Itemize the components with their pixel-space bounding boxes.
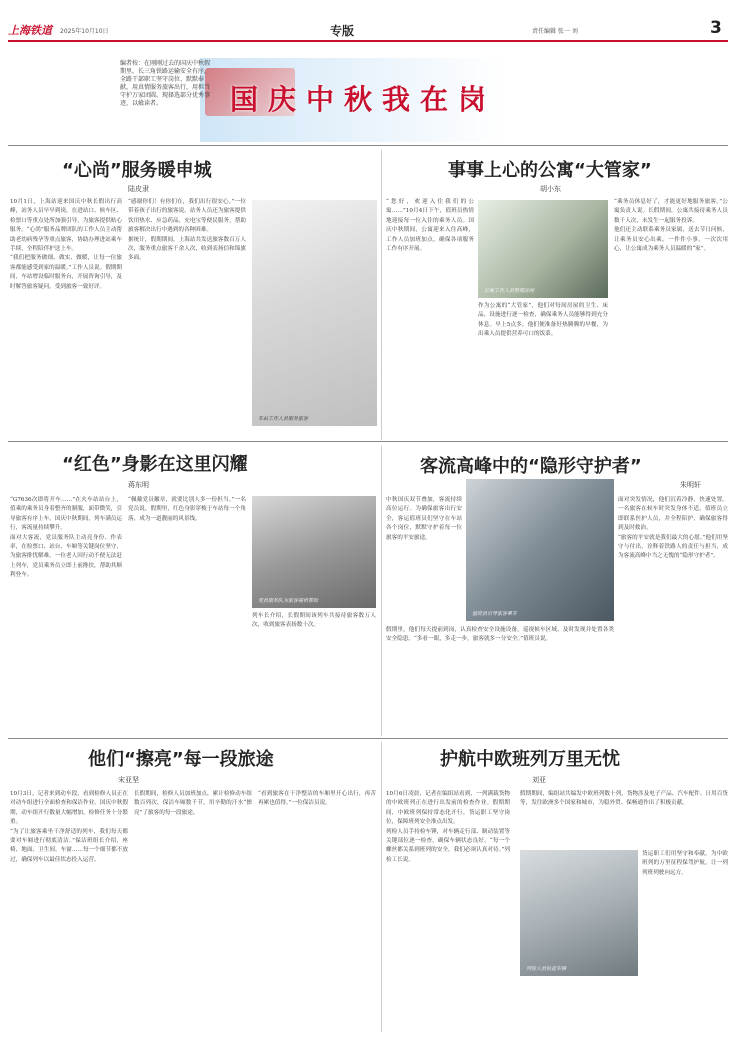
masthead xyxy=(0,0,735,44)
article-2-photo xyxy=(478,200,608,298)
article-6-col-1 xyxy=(386,790,510,1030)
article-5-col-2 xyxy=(134,790,252,1030)
article-4-byline: 朱明轩 xyxy=(680,481,701,489)
article-3-col-3 xyxy=(252,612,376,726)
article-5-col-1 xyxy=(10,790,128,1030)
article-6-title: 护航中欧班列万里无忧 xyxy=(440,749,620,770)
article-2-p3: “乘务员休息好了，才能更好地服务旅客。”公寓负责人说。长假期间，公寓共接待乘务人员数千人次，未发生一起服务投诉。 xyxy=(614,199,728,224)
article-3-photo xyxy=(252,496,376,608)
article-3-byline: 蒋东明 xyxy=(128,481,149,489)
divider xyxy=(8,738,728,739)
article-3-title: “红色”身影在这里闪耀 xyxy=(62,454,248,475)
article-5-title: 他们“擦亮”每一段旅途 xyxy=(88,749,274,770)
section-title: 专版 xyxy=(330,24,355,38)
article-3-p3: “佩戴党员徽章，就要比别人多一份担当。”一名党员说。假期里，红色身影穿梭于车站每一个角落，成为一道靓丽的风景线。 xyxy=(128,497,246,522)
banner-title: 国庆中秋我在岗 xyxy=(230,83,497,116)
article-5-col-3 xyxy=(258,790,376,1030)
article-4-p1: 中秋国庆双节叠加，客流持续高位运行。为确保旅客出行安全，客运值班员们坚守在车站各个岗位，默默守护着每一位旅客的平安旅途。 xyxy=(386,497,462,541)
article-3-p1: “G7636次即将开车……”在火车站站台上，值乘的乘务员身着整齐的制服，面带微笑，引导旅客有序上车。国庆中秋期间，列车满员运行，客流量持续攀升。 xyxy=(10,497,122,532)
article-2-col-3 xyxy=(614,198,728,426)
article-1-photo-caption: 车站工作人员服务旅客 xyxy=(258,416,309,422)
article-4-col-2 xyxy=(386,626,614,726)
article-5-p1: 10月3日，记者来到动车段，看到检修人员正在对动车组进行全面检查和保洁作业。国庆中秋假期，动车组开行数量大幅增加，检修任务十分繁重。 xyxy=(10,791,128,826)
article-3-photo-caption: 党员服务队为旅客提供帮助 xyxy=(258,598,319,604)
article-6-p3: 假期期间，编组站共编发中欧班列数十列，货物涉及电子产品、汽车配件、日用百货等，发往欧洲多个国家和城市，为稳外贸、保畅通作出了积极贡献。 xyxy=(520,791,728,807)
article-4-photo-caption: 值班员引导旅客乘车 xyxy=(472,611,518,617)
article-2-col-1 xyxy=(386,198,474,426)
issue-date: 2025年10月10日 xyxy=(60,28,109,35)
article-6-byline: 刘亚 xyxy=(532,776,546,784)
article-1-p4: 据统计，假期期间，上海站共发送旅客数百万人次，服务重点旅客千余人次，收到表扬信和锦旗多面。 xyxy=(128,236,246,262)
column-divider xyxy=(381,742,382,1032)
article-6-p4: 货运职工们用坚守和奉献，为中欧班列的万里征程保驾护航，让一列列班列驶向远方。 xyxy=(642,851,728,876)
article-4-photo xyxy=(466,479,614,621)
article-6-p2: 列检人员手持检车锤，对车辆走行部、制动装置等关键部位逐一检查，确保车辆状态良好。“每一个螺丝都关系到班列的安全，我们必须认真对待。”列检工长说。 xyxy=(386,828,510,863)
article-1-col-1 xyxy=(10,198,122,426)
article-5-p2: “为了让旅客乘坐干净舒适的列车，我们每天都要对车厢进行彻底清洁。”保洁班组长介绍，座椅、地面、卫生间、车窗……每一个细节都不放过，确保列车以最佳状态投入运营。 xyxy=(10,828,128,863)
article-2-p2: 作为公寓的“大管家”，他们对每间房屋的卫生、床品、设施进行逐一检查，确保乘务人员能够得到充分休息。早上5点多，他们便准备好热腾腾的早餐，为出乘人员提供营养可口的饭菜。 xyxy=(478,303,608,338)
divider xyxy=(8,145,728,146)
article-3-p2: 面对大客流，党员服务队主动亮身份、作表率，在检票口、站台、车厢等关键岗位坚守，为旅客排忧解难。一位老人因行动不便无法赶上列车，党员乘务员立即上前搀扶，帮助其顺利登车。 xyxy=(10,534,122,579)
article-4-col-3 xyxy=(618,496,728,726)
article-5-p4: “看到旅客在干净整洁的车厢里开心出行，再苦再累也值得。”一位保洁员说。 xyxy=(258,791,376,807)
article-6-photo-caption: 列检人员检查车辆 xyxy=(526,966,567,972)
article-4-p3: 面对突发情况，他们沉着冷静、快速处置。一名旅客在候车时突发身体不适，值班员立即联系医护人员，并全程陪护，确保旅客得到及时救治。 xyxy=(618,497,728,532)
article-2-photo-caption: 公寓工作人员整理房间 xyxy=(484,288,535,294)
article-3-p4: 列车长介绍，长假期间该列车共接待旅客数万人次，收到旅客表扬数十次。 xyxy=(252,613,376,629)
article-1-photo xyxy=(252,200,377,426)
article-2-p1: “您好，欢迎入住我们的公寓……”10月4日下午，值班员热情地迎接每一位入住的乘务人员。国庆中秋期间，公寓迎来入住高峰，工作人员加班加点，确保各项服务工作有序开展。 xyxy=(386,199,474,253)
article-3-col-2 xyxy=(128,496,246,726)
article-2-col-2 xyxy=(478,302,608,426)
column-divider xyxy=(381,150,382,440)
editor-note: 编者按：在刚刚过去的国庆中秋假期里，长三角铁路运输安全有序，全路干部职工坚守岗位、默默奉献，用真情服务旅客出行，用担当守护万家团圆。现择选部分优秀事迹，以飨读者。 xyxy=(120,60,211,108)
divider xyxy=(8,441,728,442)
article-1-byline: 陆皮隶 xyxy=(128,185,149,193)
article-4-col-1 xyxy=(386,496,462,622)
article-4-p2: 假期里，他们每天提前到岗，认真检查安全设施设备，巡视候车区域，及时发现并处置各类安全隐患。“多看一眼，多走一步，旅客就多一分安全。”值班员说。 xyxy=(386,627,614,643)
article-2-p4: 他们还主动联系乘务员家属，送去节日问候，让乘务员安心出乘。一件件小事，一次次用心，让公寓成为乘务人员温暖的“家”。 xyxy=(614,227,728,253)
column-divider xyxy=(381,446,382,736)
editor-credit: 责任编辑 张一 刘 xyxy=(532,28,578,35)
article-4-title: 客流高峰中的“隐形守护者” xyxy=(420,456,642,477)
page-number: 3 xyxy=(710,18,722,38)
article-6-col-2 xyxy=(520,790,728,848)
masthead-rule xyxy=(8,40,728,42)
article-5-p3: 长假期间，检修人员加班加点，累计检修动车组数百列次，保洁车厢数千节，用辛勤的汗水“擦亮”了旅客的每一段旅途。 xyxy=(134,791,252,816)
article-4-p4: “旅客的平安就是我们最大的心愿。”他们用坚守与付出，诠释着铁路人的责任与担当，成为客流高峰中当之无愧的“隐形守护者”。 xyxy=(618,534,728,560)
article-1-col-2 xyxy=(128,198,246,426)
newspaper-logo: 上海铁道 xyxy=(8,24,52,37)
article-6-p1: 10月6日凌晨，记者在编组站看到，一列满载货物的中欧班列正在进行出发前的检查作业。假期期间，中欧班列保持常态化开行，货运职工坚守岗位，保障班列安全准点出发。 xyxy=(386,791,510,826)
article-5-byline: 宋亚坚 xyxy=(118,776,139,784)
article-1-p3: “感谢你们！有你们在，我们出行很安心。”一位带着孩子出行的旅客说。站务人员还为旅客提供饮用热水、应急药品、充电宝等便民服务，帮助旅客解决出行中遇到的各种困难。 xyxy=(128,199,246,234)
article-1-title: “心尚”服务暖申城 xyxy=(62,160,212,181)
article-3-col-1 xyxy=(10,496,122,726)
article-6-photo xyxy=(520,850,638,976)
article-2-byline: 胡小东 xyxy=(540,185,561,193)
article-1-p1: 10月1日，上海站迎来国庆中秋长假出行高峰，站务人员早早到岗，在进站口、候车区、检票口等重点处所加强引导，为旅客提供贴心服务。“心尚”服务品牌团队的工作人员主动帮助老幼病残孕等重点旅客，协助办理进站乘车手续，全程陪伴护送上车。 xyxy=(10,199,122,253)
article-2-title: 事事上心的公寓“大管家” xyxy=(448,160,652,181)
article-1-p2: “我们把服务做细、做实、做暖，让每一位旅客都能感受到家的温暖。”工作人员说。假期期间，车站增设临时服务台，开展咨询引导，及时解答旅客疑问，受到旅客一致好评。 xyxy=(10,255,122,290)
article-6-col-3 xyxy=(642,850,728,1030)
